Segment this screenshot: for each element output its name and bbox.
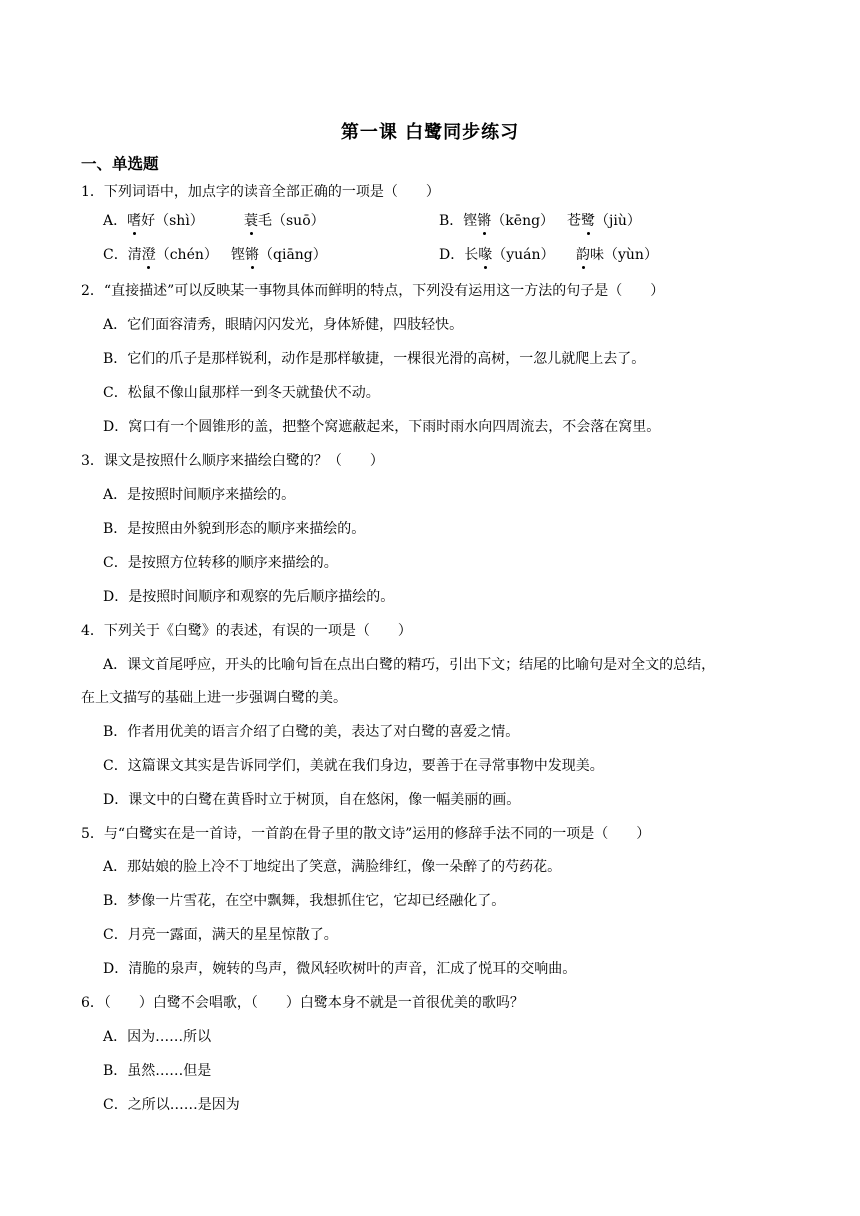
question-6-option-c[interactable]: C．之所以……是因为 xyxy=(103,1097,240,1113)
question-1-option-a[interactable]: A．嗜好（shì） xyxy=(103,213,204,229)
dotted-char: 鹭 xyxy=(581,213,595,229)
question-2-stem: 2．“直接描述”可以反映某一事物具体而鲜明的特点，下列没有运用这一方法的句子是（ ） xyxy=(81,283,665,299)
question-3-stem: 3．课文是按照什么顺序来描绘白鹭的？（ ） xyxy=(81,453,384,469)
question-1-option-b[interactable]: B．铿锵（kēng） xyxy=(439,213,555,229)
question-2-option-c[interactable]: C．松鼠不像山鼠那样一到冬天就蛰伏不动。 xyxy=(103,385,380,401)
page-title: 第一课 白鹭同步练习 xyxy=(340,122,520,143)
question-1-option-d[interactable]: D．长喙（yuán） xyxy=(439,247,555,263)
dotted-char: 嗜 xyxy=(127,213,142,229)
dotted-char: 锵 xyxy=(477,213,492,229)
question-1-option-c-second-word: 铿锵（qiāng） xyxy=(231,247,327,263)
question-6-option-a[interactable]: A．因为……所以 xyxy=(103,1029,212,1045)
question-6-option-b[interactable]: B．虽然……但是 xyxy=(103,1063,212,1079)
question-3-option-d[interactable]: D．是按照时间顺序和观察的先后顺序描绘的。 xyxy=(103,589,395,605)
dotted-char: 喙 xyxy=(478,247,493,263)
question-5-option-c[interactable]: C．月亮一露面，满天的星星惊散了。 xyxy=(103,927,338,943)
question-1-stem: 1．下列词语中，加点字的读音全部正确的一项是（ ） xyxy=(81,184,440,200)
question-1-option-a-second-word: 蓑毛（suō） xyxy=(244,213,325,229)
question-4-option-b[interactable]: B．作者用优美的语言介绍了白鹭的美，表达了对白鹭的喜爱之情。 xyxy=(103,724,520,740)
question-4-option-a[interactable]: A．课文首尾呼应，开头的比喻句旨在点出白鹭的精巧，引出下文；结尾的比喻句是对全文的总结， xyxy=(103,657,716,673)
question-4-option-a-continued: 在上文描写的基础上进一步强调白鹭的美。 xyxy=(81,690,347,706)
question-1-option-b-second-word: 苍鹭（jiù） xyxy=(567,213,641,229)
question-1-option-c[interactable]: C．清澄（chén） xyxy=(103,247,218,263)
question-5-option-b[interactable]: B．梦像一片雪花，在空中飘舞，我想抓住它，它却已经融化了。 xyxy=(103,893,506,909)
question-3-option-c[interactable]: C．是按照方位转移的顺序来描绘的。 xyxy=(103,555,338,571)
question-3-option-b[interactable]: B．是按照由外貌到形态的顺序来描绘的。 xyxy=(103,521,366,537)
question-4-option-c[interactable]: C．这篇课文其实是告诉同学们，美就在我们身边，要善于在寻常事物中发现美。 xyxy=(103,758,604,774)
dotted-char: 韵 xyxy=(576,247,590,263)
question-5-option-a[interactable]: A．那姑娘的脸上冷不丁地绽出了笑意，满脸绯红，像一朵醉了的芍药花。 xyxy=(103,859,562,875)
question-4-option-d[interactable]: D．课文中的白鹭在黄昏时立于树顶，自在悠闲，像一幅美丽的画。 xyxy=(103,792,521,808)
question-1-option-d-second-word: 韵味（yùn） xyxy=(576,247,658,263)
question-5-option-d[interactable]: D．清脆的泉声，婉转的鸟声，微风轻吹树叶的声音，汇成了悦耳的交响曲。 xyxy=(103,961,577,977)
question-5-stem: 5．与“白鹭实在是一首诗，一首韵在骨子里的散文诗”运用的修辞手法不同的一项是（ ） xyxy=(81,826,651,842)
dotted-char: 蓑 xyxy=(244,213,258,229)
dotted-char: 锵 xyxy=(245,247,259,263)
dotted-char: 澄 xyxy=(141,247,156,263)
question-2-option-a[interactable]: A．它们面容清秀，眼睛闪闪发光，身体矫健，四肢轻快。 xyxy=(103,317,464,333)
question-2-option-b[interactable]: B．它们的爪子是那样锐利，动作是那样敏捷，一棵很光滑的高树，一忽儿就爬上去了。 xyxy=(103,351,646,367)
question-6-stem: 6．（ ）白鹭不会唱歌，（ ）白鹭本身不就是一首很优美的歌吗？ xyxy=(81,995,524,1011)
section-heading: 一、单选题 xyxy=(81,155,159,173)
question-2-option-d[interactable]: D．窝口有一个圆锥形的盖，把整个窝遮蔽起来，下雨时雨水向四周流去，不会落在窝里。 xyxy=(103,419,661,435)
question-4-stem: 4．下列关于《白鹭》的表述，有误的一项是（ ） xyxy=(81,623,412,639)
question-3-option-a[interactable]: A．是按照时间顺序来描绘的。 xyxy=(103,487,296,503)
